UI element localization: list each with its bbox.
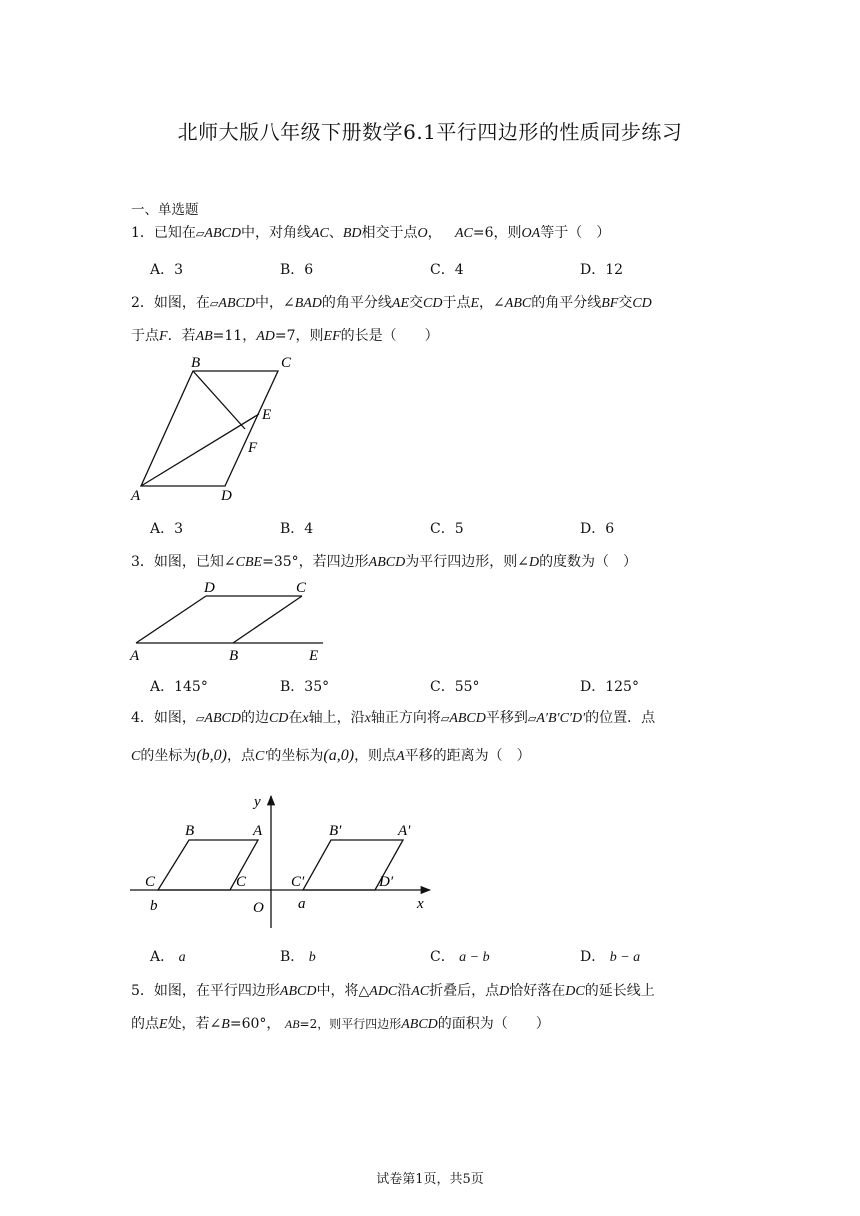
page-footer: 试卷第1页，共5页 [376,1172,484,1187]
q2-label-e: E [262,407,272,423]
parallelogram-symbol-icon: ▱ [527,712,537,725]
q4-label-y: y [254,794,261,810]
parallelogram-symbol-icon: ▱ [440,712,450,725]
q4-label-c-prime: C′ [291,874,305,890]
q3-label-a: A [130,648,140,664]
q4-label-a-prime: A′ [398,823,411,839]
q4-label-a: A [253,823,263,839]
question-4-option-c: C． a − b [430,949,490,965]
question-5-line-1: 5．如图，在平行四边形ABCD中，将△ADC沿AC折叠后，点D恰好落在DC的延长线上 [131,983,655,999]
question-4-line-2: C的坐标为(b,0)，点C′的坐标为(a,0)，则点A平移的距离为（ ） [131,747,531,764]
q4-label-b-prime: B′ [329,823,342,839]
q2-label-a: A [131,488,141,504]
question-3-option-a: A．145° [150,679,208,695]
question-4-option-a: A． a [150,949,186,965]
question-4-option-b: B． b [280,949,316,965]
q3-label-e: E [309,648,319,664]
question-1-option-d: D．12 [580,262,624,278]
q3-label-c: C [296,580,307,596]
q4-label-o: O [253,900,264,916]
section-heading: 一、单选题 [131,202,199,218]
q2-label-d: D [221,488,232,504]
question-1-option-b: B．6 [280,262,314,278]
question-3-option-b: B．35° [280,679,330,695]
question-5-line-2: 的点E处，若∠B=60°， AB=2，则平行四边形ABCD的面积为（ ） [131,1016,550,1032]
q4-label-c-left: C [145,874,156,890]
q2-label-c: C [281,355,292,371]
question-2-line-1: 2．如图，在▱ABCD中，∠BAD的角平分线AE交CD于点E，∠ABC的角平分线BF交CD [131,295,652,311]
q4-label-x: x [417,896,424,912]
q2-label-b: B [191,355,201,371]
question-1-option-c: C．4 [430,262,464,278]
q2-label-f: F [248,440,258,456]
question-2-option-d: D．6 [580,521,615,537]
q4-label-a-lower: a [298,896,306,912]
question-3-option-d: D．125° [580,679,639,695]
question-1-option-a: A．3 [150,262,184,278]
question-4-line-1: 4．如图，▱ABCD的边CD在x轴上，沿x轴正方向将▱ABCD平移到▱A′B′C′D′的位置．点 [131,710,656,726]
q4-label-c-right: C [236,874,247,890]
question-2-option-b: B．4 [280,521,314,537]
q4-label-b-lower: b [150,898,158,914]
question-1-text: 1．已知在▱ABCD中，对角线AC、BD相交于点O， AC=6，则OA等于（ ） [131,225,611,241]
question-2-option-a: A．3 [150,521,184,537]
question-3-option-c: C．55° [430,679,480,695]
question-2-option-c: C．5 [430,521,464,537]
q3-label-b: B [229,648,239,664]
parallelogram-symbol-icon: ▱ [195,712,205,725]
parallelogram-symbol-icon: ▱ [209,297,219,310]
q4-label-b: B [185,823,195,839]
question-4-option-d: D． b − a [580,949,641,965]
q3-label-d: D [204,580,215,596]
question-2-line-2: 于点F．若AB=11，AD=7，则EF的长是（ ） [131,328,439,344]
page-title: 北师大版八年级下册数学6.1平行四边形的性质同步练习 [177,120,683,144]
parallelogram-symbol-icon: ▱ [195,227,205,240]
q4-label-d-prime: D′ [379,874,394,890]
question-3-text: 3．如图，已知∠CBE=35°，若四边形ABCD为平行四边形，则∠D的度数为（ ） [131,554,638,570]
